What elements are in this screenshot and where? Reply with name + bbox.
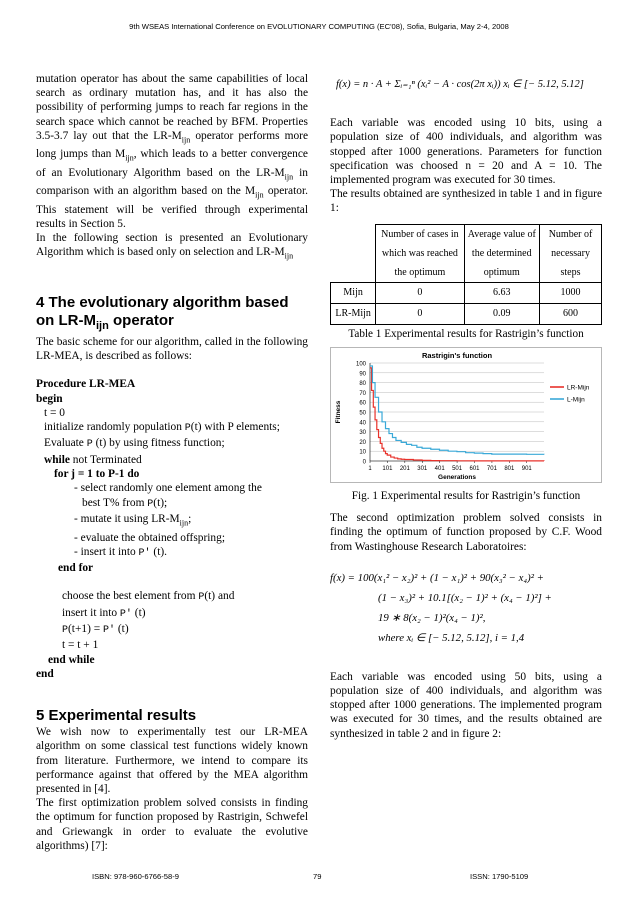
table-caption: Table 1 Experimental results for Rastrigin’s function [348,327,584,340]
x-tick-label: 401 [434,465,445,472]
footer-issn: ISSN: 1790-5109 [470,872,529,881]
paragraph-next-section: In the following section is presented an Evolutionary Algorithm which is based only on selection and $LR-M_{ijn}$ [36,232,308,261]
chart-title: Rastrigin's function [421,350,493,360]
y-tick-label: 20 [359,439,366,446]
section-5-text-2: The first optimization problem solved consists in finding the optimum for function proposed by Rastrigin, Schwefel and Griewangk in order to evaluate the evolutive algorithms) [7]: [36,797,308,852]
procedure-lr-mea: Procedure LR-MEA begin t = 0 initialize randomly population P(t) with P elements; Evaluate P (t) by using fitness function; while not Terminated for j = 1 to P-1 do - select randomly one element among the best T% from P(t); - mutate it using $LR-M_{ijn}$; - evaluate the obtained offspring; - insert it into P′ (t). end for choose the best element from P(t) and insert it into P′ (t) P(t+1) = P′ (t) t = t + 1 end while end [36,377,308,681]
y-tick-label: 30 [359,429,366,436]
footer-page-number: 79 [313,872,322,881]
y-tick-label: 80 [359,380,366,387]
y-tick-label: 60 [359,400,366,407]
x-tick-label: 201 [399,465,410,472]
x-tick-label: 501 [452,465,463,472]
x-tick-label: 801 [504,465,515,472]
y-tick-label: 70 [359,390,366,397]
results-table [330,224,602,325]
y-tick-label: 10 [359,449,366,456]
footer-isbn: ISBN: 978-960-6766-58-9 [92,872,179,881]
paragraph-encoding-1: Each variable was encoded using 10 bits, using a population size of 400 individuals, and algorithm was stopped after 1000 generations. Parameters for function specification was choosed n = 20 and A = 10. The implemented program was executed for 30 times. [330,117,602,187]
table-header: Number of cases in which was reached the optimum [376,224,464,282]
table-row: Mijn 0 6.63 1000 [331,282,602,303]
right-column [330,72,602,741]
y-tick-label: 50 [359,410,366,417]
rastrigin-chart [330,347,602,483]
paragraph-encoding-2: Each variable was encoded using 50 bits, using a population size of 400 individuals, and algorithm was stopped after 1000 generations. The implemented program was executed for 30 times, and the results obtained are synthesized in table 2 and in figure 2: [330,670,602,740]
x-tick-label: 901 [521,465,532,472]
rastrigin-formula: f(x) = n · A + Σᵢ₌₁ⁿ (xᵢ² − A · cos(2π xᵢ)) xᵢ ∈ [− 5.12, 5.12] [336,79,584,90]
y-tick-label: 90 [359,371,366,378]
y-axis-title: Fitness [335,400,342,424]
figure-caption: Fig. 1 Experimental results for Rastrigin’s function [351,490,581,503]
y-tick-label: 40 [359,420,366,427]
y-tick-label: 100 [355,361,366,368]
x-axis-title: Generations [438,473,476,481]
paragraph-results-intro: The results obtained are synthesized in table 1 and in figure 1: [330,188,602,215]
left-column [36,72,308,853]
paragraph-wood: The second optimization problem solved consists in finding the optimum of function proposed by C.F. Wood from Wastinghouse Research Laboratoires: [330,512,602,553]
table-header: Number of necessary steps [540,224,602,282]
section-4-heading: 4 The evolutionary algorithm based on $LR-M_{ijn}$ operator [36,293,289,332]
x-tick-label: 101 [382,465,393,472]
section-5-text: We wish now to experimentally test our LR-MEA algorithm on some classical test functions widely known from literature. Furthermore, we intend to compare its performance against that offered by the MEA algorithm presented in [4]. [36,726,308,795]
paragraph-intro: mutation operator has about the same capabilities of local search as ordinary mutation has, and it has also the possibility of performing jumps to reach far regions in the search space which cannot be reached by BFM. Properties 3.5-3.7 lay out that the $LR-M_{ijn}$ operator performs more long jumps than $M_{ijn}$, which leads to a better convergence of an Evolutionary Algorithm based on the $LR-M_{ijn}$ in comparison with an algorithm based on the $M_{ijn}$ operator. This statement will be verified through experimental results in Section 5. [36,73,309,230]
procedure-title: Procedure LR-MEA [36,378,136,391]
section-5-heading: 5 Experimental results [36,707,197,725]
x-tick-label: 1 [368,465,372,472]
table-row: LR-Mijn 0 0.09 600 [331,303,602,324]
x-tick-label: 701 [486,465,497,472]
running-header: 9th WSEAS International Conference on EVOLUTIONARY COMPUTING (EC'08), Sofia, Bulgaria, May 2-4, 2008 [129,22,509,31]
wood-formula: f(x) = 100(x₁² − x₂)² + (1 − x₁)² + 90(x₃² − x₄)² + (1 − x₃)² + 10.1[(x₂ − 1)² + (x₄ − 1)²] + 19 ∗ 8(x₂ − 1)²(x₄ − 1)², where xᵢ ∈ [− 5.12, 5.12], i = 1,4 [330,571,552,644]
y-tick-label: 0 [362,459,366,466]
x-tick-label: 301 [417,465,428,472]
x-tick-label: 601 [469,465,480,472]
section-4-text: The basic scheme for our algorithm, called in the following LR-MEA, is described as follows: [36,335,308,363]
legend-label: L-Mijn [567,396,585,404]
legend-label: LR-Mijn [567,384,590,392]
table-header: Average value of the determined optimum [464,224,540,282]
